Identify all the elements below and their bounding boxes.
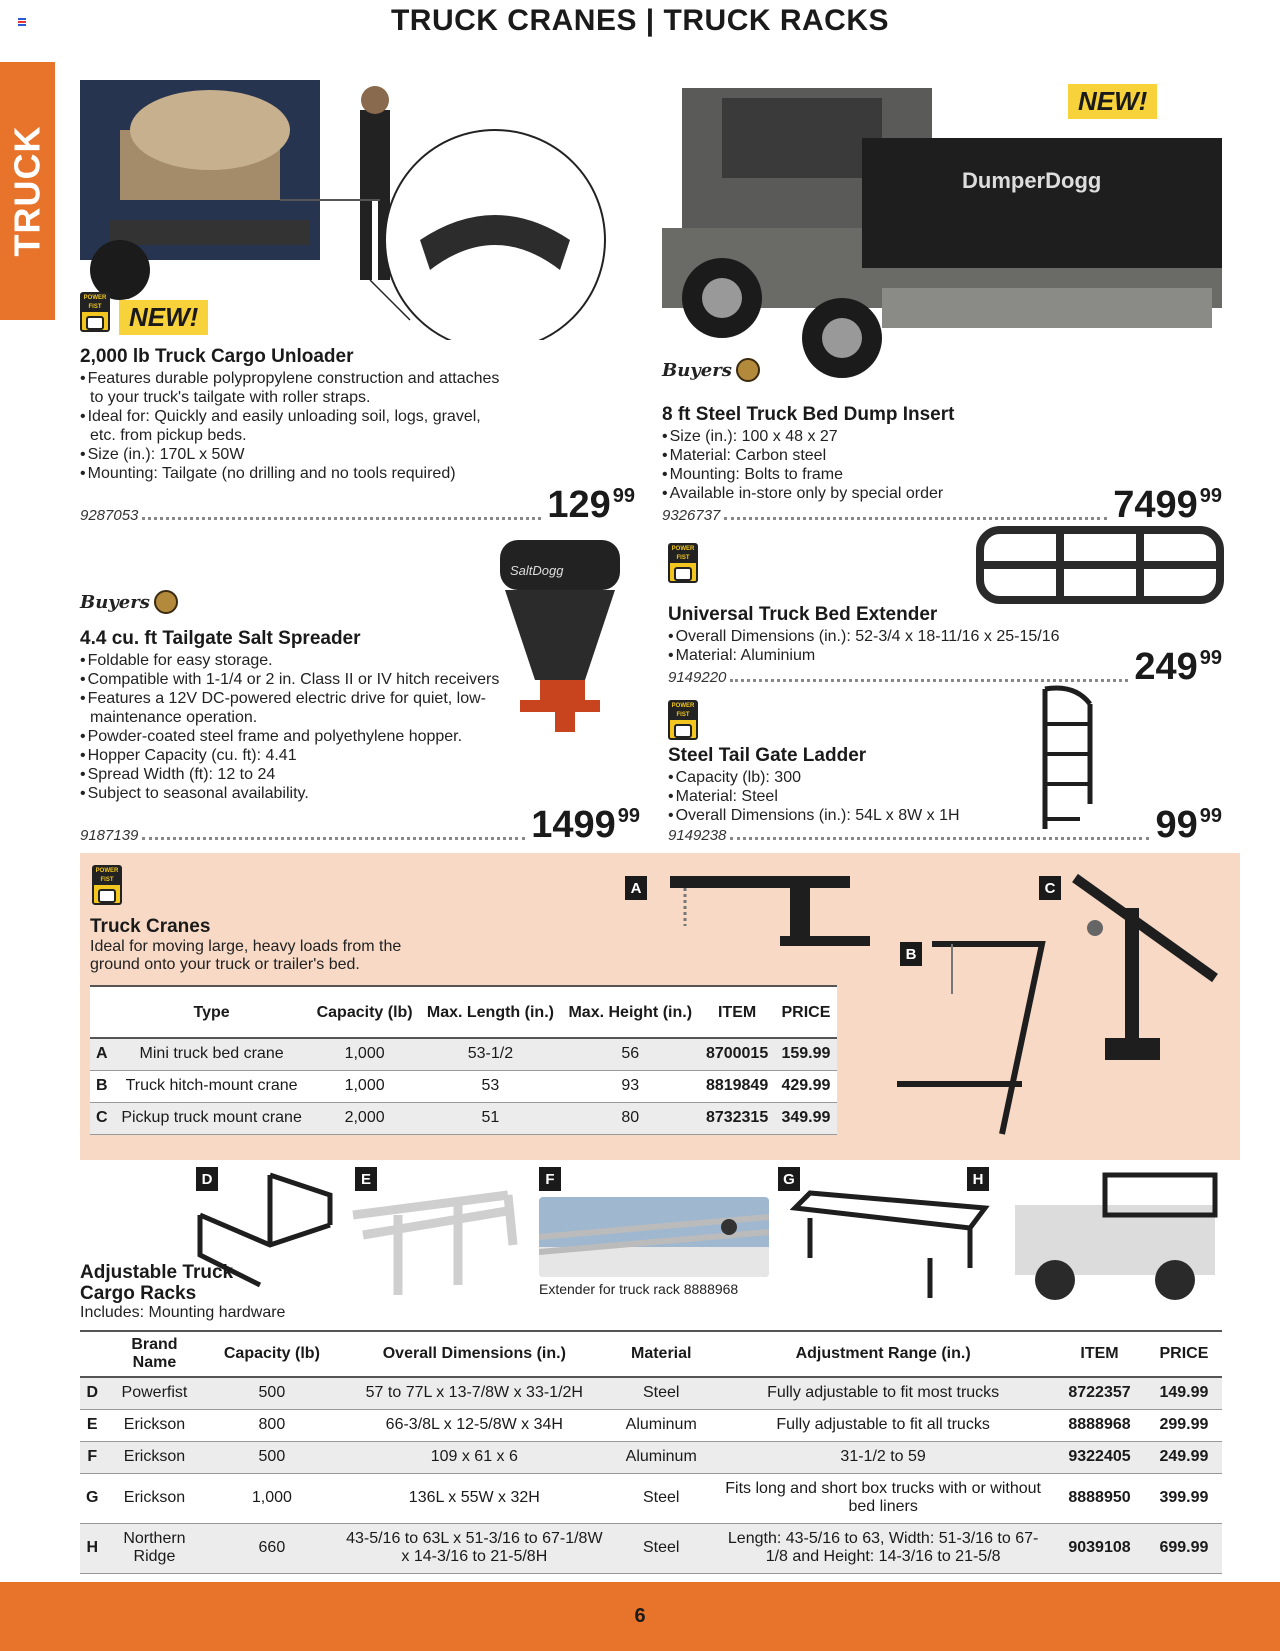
cell-brand: Erickson xyxy=(104,1409,204,1441)
row-letter: G xyxy=(80,1473,104,1523)
cell-material: Aluminum xyxy=(609,1441,713,1473)
cell-capacity: 1,000 xyxy=(204,1473,339,1523)
cell-material: Steel xyxy=(609,1523,713,1573)
buyers-logo-icon: Buyers xyxy=(80,590,178,614)
cell-capacity: 660 xyxy=(204,1523,339,1573)
svg-text:SaltDogg: SaltDogg xyxy=(510,563,564,578)
cell-brand: Erickson xyxy=(104,1473,204,1523)
feature: • Overall Dimensions (in.): 54L x 8W x 1H xyxy=(668,806,1028,825)
table-header-row xyxy=(80,1331,1222,1377)
crane-tag-a: A xyxy=(625,876,647,900)
cell-range: Fully adjustable to fit most trucks xyxy=(713,1377,1053,1409)
price: 1499 $^{99}$ xyxy=(531,804,640,846)
feature: • Ideal for: Quickly and easily unloading soil, logs, gravel, etc. from pickup beds. xyxy=(80,407,510,445)
table-header xyxy=(80,1331,104,1377)
sku: 9149220 xyxy=(668,669,727,686)
cell-length: 53-1/2 xyxy=(420,1038,562,1070)
table-header: ITEM xyxy=(699,986,775,1038)
cargo-racks-table xyxy=(80,1330,1222,1574)
cell-range: 31-1/2 to 59 xyxy=(713,1441,1053,1473)
cargo-racks-heading xyxy=(80,1262,285,1322)
cell-dims: 57 to 77L x 13-7/8W x 33-1/2H xyxy=(339,1377,609,1409)
price: 7499 $^{99}$ xyxy=(1113,484,1222,526)
cell-price: 699.99 xyxy=(1146,1523,1222,1573)
table-header: Adjustment Range (in.) xyxy=(713,1331,1053,1377)
feature: • Size (in.): 170L x 50W xyxy=(80,445,510,464)
cell-dims: 43-5/16 to 63L x 51-3/16 to 67-1/8W x 14-3/16 to 21-5/8H xyxy=(339,1523,609,1573)
side-tab-label: TRUCK xyxy=(6,125,48,257)
table-row xyxy=(80,1473,1222,1523)
price: 99 $^{99}$ xyxy=(1155,804,1222,846)
feature: • Mounting: Tailgate (no drilling and no tools required) xyxy=(80,464,510,483)
feature: • Powder-coated steel frame and polyethylene hopper. xyxy=(80,727,520,746)
feature: • Material: Carbon steel xyxy=(662,446,1062,465)
table-header: Capacity (lb) xyxy=(204,1331,339,1377)
cell-capacity: 2,000 xyxy=(310,1102,420,1134)
cell-height: 80 xyxy=(561,1102,699,1134)
tailgate-ladder-price-row xyxy=(668,806,1222,844)
cell-capacity: 1,000 xyxy=(310,1038,420,1070)
feature: • Mounting: Bolts to frame xyxy=(662,465,1062,484)
cell-item: 9322405 xyxy=(1053,1441,1146,1473)
cell-price: 159.99 xyxy=(775,1038,837,1070)
crane-tag-c: C xyxy=(1039,876,1061,900)
cell-item: 9039108 xyxy=(1053,1523,1146,1573)
product-title: Universal Truck Bed Extender xyxy=(668,604,938,625)
row-letter: E xyxy=(80,1409,104,1441)
cell-height: 56 xyxy=(561,1038,699,1070)
feature: • Available in-store only by special order xyxy=(662,484,1062,503)
feature: • Subject to seasonal availability. xyxy=(80,784,520,803)
bed-extender-price-row xyxy=(668,648,1222,686)
cell-type: Pickup truck mount crane xyxy=(114,1102,310,1134)
rack-f-image xyxy=(539,1197,769,1277)
rack-h-image xyxy=(1005,1165,1225,1305)
dump-insert-image xyxy=(662,78,1232,383)
powerfist-logo-icon: POWER FIST xyxy=(668,543,698,583)
cell-item: 8888968 xyxy=(1053,1409,1146,1441)
cell-price: 429.99 xyxy=(775,1070,837,1102)
rack-tag-e: E xyxy=(355,1167,377,1191)
sku: 9326737 xyxy=(662,507,721,524)
cell-brand: Northern Ridge xyxy=(104,1523,204,1573)
cell-brand: Erickson xyxy=(104,1441,204,1473)
row-letter: D xyxy=(80,1377,104,1409)
table-row xyxy=(80,1409,1222,1441)
rack-g-image xyxy=(790,1188,990,1308)
feature: • Features a 12V DC-powered electric drive for quiet, low-maintenance operation. xyxy=(80,689,520,727)
truck-cranes-heading xyxy=(90,916,450,974)
powerfist-logo-icon: POWER FIST xyxy=(92,865,122,905)
cell-price: 299.99 xyxy=(1146,1409,1222,1441)
cargo-unloader-details xyxy=(80,346,510,483)
feature: • Capacity (lb): 300 xyxy=(668,768,1028,787)
product-title: 4.4 cu. ft Tailgate Salt Spreader xyxy=(80,628,361,649)
svg-text:DumperDogg: DumperDogg xyxy=(962,168,1102,193)
feature: • Spread Width (ft): 12 to 24 xyxy=(80,765,520,784)
feature: • Material: Aluminium xyxy=(668,646,1138,665)
cargo-unloader-price-row xyxy=(80,486,635,524)
table-header xyxy=(90,986,114,1038)
cell-range: Fits long and short box trucks with or without bed liners xyxy=(713,1473,1053,1523)
cell-brand: Powerfist xyxy=(104,1377,204,1409)
product-title: 8 ft Steel Truck Bed Dump Insert xyxy=(662,404,955,425)
powerfist-logo-icon: POWER FIST xyxy=(668,700,698,740)
cell-item: 8819849 xyxy=(699,1070,775,1102)
rack-tag-d: D xyxy=(196,1167,218,1191)
cell-material: Steel xyxy=(609,1473,713,1523)
table-row xyxy=(90,1038,837,1070)
salt-spreader-price-row xyxy=(80,806,640,844)
table-header: PRICE xyxy=(1146,1331,1222,1377)
rack-tag-h: H xyxy=(967,1167,989,1191)
crane-c-image xyxy=(1065,868,1230,1068)
cell-material: Steel xyxy=(609,1377,713,1409)
section-description: Ideal for moving large, heavy loads from the ground onto your truck or trailer's bed. xyxy=(90,938,402,973)
cell-length: 53 xyxy=(420,1070,562,1102)
powerfist-logo-icon: POWER FIST xyxy=(80,292,110,332)
feature: • Compatible with 1-1/4 or 2 in. Class II or IV hitch receivers xyxy=(80,670,520,689)
product-title: Steel Tail Gate Ladder xyxy=(668,745,867,766)
cell-capacity: 800 xyxy=(204,1409,339,1441)
cell-material: Aluminum xyxy=(609,1409,713,1441)
page-title: TRUCK CRANES | TRUCK RACKS xyxy=(390,4,890,37)
section-title: Truck Cranes xyxy=(90,916,211,937)
feature: • Foldable for easy storage. xyxy=(80,651,520,670)
crane-b-image xyxy=(892,934,1047,1144)
feature: • Size (in.): 100 x 48 x 27 xyxy=(662,427,1062,446)
table-header: Material xyxy=(609,1331,713,1377)
product-title: 2,000 lb Truck Cargo Unloader xyxy=(80,346,354,367)
feature: • Overall Dimensions (in.): 52-3/4 x 18-11/16 x 25-15/16 xyxy=(668,627,1138,646)
table-header: ITEM xyxy=(1053,1331,1146,1377)
dump-insert-price-row xyxy=(662,486,1222,524)
section-includes: Includes: Mounting hardware xyxy=(80,1304,286,1321)
bed-extender-image xyxy=(975,520,1225,610)
crane-tag-b: B xyxy=(900,942,922,966)
row-letter: F xyxy=(80,1441,104,1473)
table-header: Capacity (lb) xyxy=(310,986,420,1038)
table-header: Max. Length (in.) xyxy=(420,986,562,1038)
table-header: PRICE xyxy=(775,986,837,1038)
page-number: 6 xyxy=(634,1605,646,1627)
table-row xyxy=(90,1102,837,1134)
cell-dims: 136L x 55W x 32H xyxy=(339,1473,609,1523)
cell-item: 8888950 xyxy=(1053,1473,1146,1523)
buyers-logo-icon: Buyers xyxy=(662,358,760,382)
price: 129 $^{99}$ xyxy=(547,484,635,526)
cell-price: 149.99 xyxy=(1146,1377,1222,1409)
side-tab xyxy=(0,62,55,320)
row-letter: B xyxy=(90,1070,114,1102)
sku: 9287053 xyxy=(80,507,139,524)
feature-list xyxy=(80,651,520,803)
cell-dims: 109 x 61 x 6 xyxy=(339,1441,609,1473)
cell-price: 349.99 xyxy=(775,1102,837,1134)
cell-length: 51 xyxy=(420,1102,562,1134)
page-footer xyxy=(0,1582,1280,1651)
cell-item: 8732315 xyxy=(699,1102,775,1134)
leader-dots xyxy=(730,837,1149,840)
cell-type: Truck hitch-mount crane xyxy=(114,1070,310,1102)
price: 249 $^{99}$ xyxy=(1134,646,1222,688)
cell-price: 249.99 xyxy=(1146,1441,1222,1473)
row-letter: A xyxy=(90,1038,114,1070)
extender-caption: Extender for truck rack 8888968 xyxy=(539,1281,739,1297)
table-row xyxy=(90,1070,837,1102)
feature: • Hopper Capacity (cu. ft): 4.41 xyxy=(80,746,520,765)
feature: • Features durable polypropylene construction and attaches to your truck's tailgate with roller straps. xyxy=(80,369,510,407)
cell-type: Mini truck bed crane xyxy=(114,1038,310,1070)
feature: • Material: Steel xyxy=(668,787,1028,806)
table-header: Max. Height (in.) xyxy=(561,986,699,1038)
feature-list xyxy=(80,369,510,483)
rack-e-image xyxy=(348,1175,523,1305)
cell-height: 93 xyxy=(561,1070,699,1102)
new-badge: NEW! xyxy=(119,300,208,335)
cell-dims: 66-3/8L x 12-5/8W x 34H xyxy=(339,1409,609,1441)
salt-spreader-details xyxy=(80,628,520,803)
section-title: Adjustable Truck Cargo Racks xyxy=(80,1262,234,1304)
leader-dots xyxy=(142,837,525,840)
leader-dots xyxy=(142,517,541,520)
cell-range: Fully adjustable to fit all trucks xyxy=(713,1409,1053,1441)
cell-capacity: 500 xyxy=(204,1377,339,1409)
table-header: Overall Dimensions (in.) xyxy=(339,1331,609,1377)
cell-range: Length: 43-5/16 to 63, Width: 51-3/16 to 67-1/8 and Height: 14-3/16 to 21-5/8 xyxy=(713,1523,1053,1573)
row-letter: H xyxy=(80,1523,104,1573)
truck-cranes-table xyxy=(90,985,837,1135)
cell-item: 8700015 xyxy=(699,1038,775,1070)
leader-dots xyxy=(730,679,1128,682)
rack-tag-f: F xyxy=(539,1167,561,1191)
cell-capacity: 500 xyxy=(204,1441,339,1473)
table-header: Type xyxy=(114,986,310,1038)
cell-item: 8722357 xyxy=(1053,1377,1146,1409)
cell-price: 399.99 xyxy=(1146,1473,1222,1523)
new-badge: NEW! xyxy=(1068,84,1157,119)
sku: 9149238 xyxy=(668,827,727,844)
table-header: Brand Name xyxy=(104,1331,204,1377)
crane-a-image xyxy=(660,866,875,956)
table-header-row xyxy=(90,986,837,1038)
sku: 9187139 xyxy=(80,827,139,844)
cell-capacity: 1,000 xyxy=(310,1070,420,1102)
table-row xyxy=(80,1523,1222,1573)
row-letter: C xyxy=(90,1102,114,1134)
rack-tag-g: G xyxy=(778,1167,800,1191)
table-row xyxy=(80,1377,1222,1409)
table-row xyxy=(80,1441,1222,1473)
